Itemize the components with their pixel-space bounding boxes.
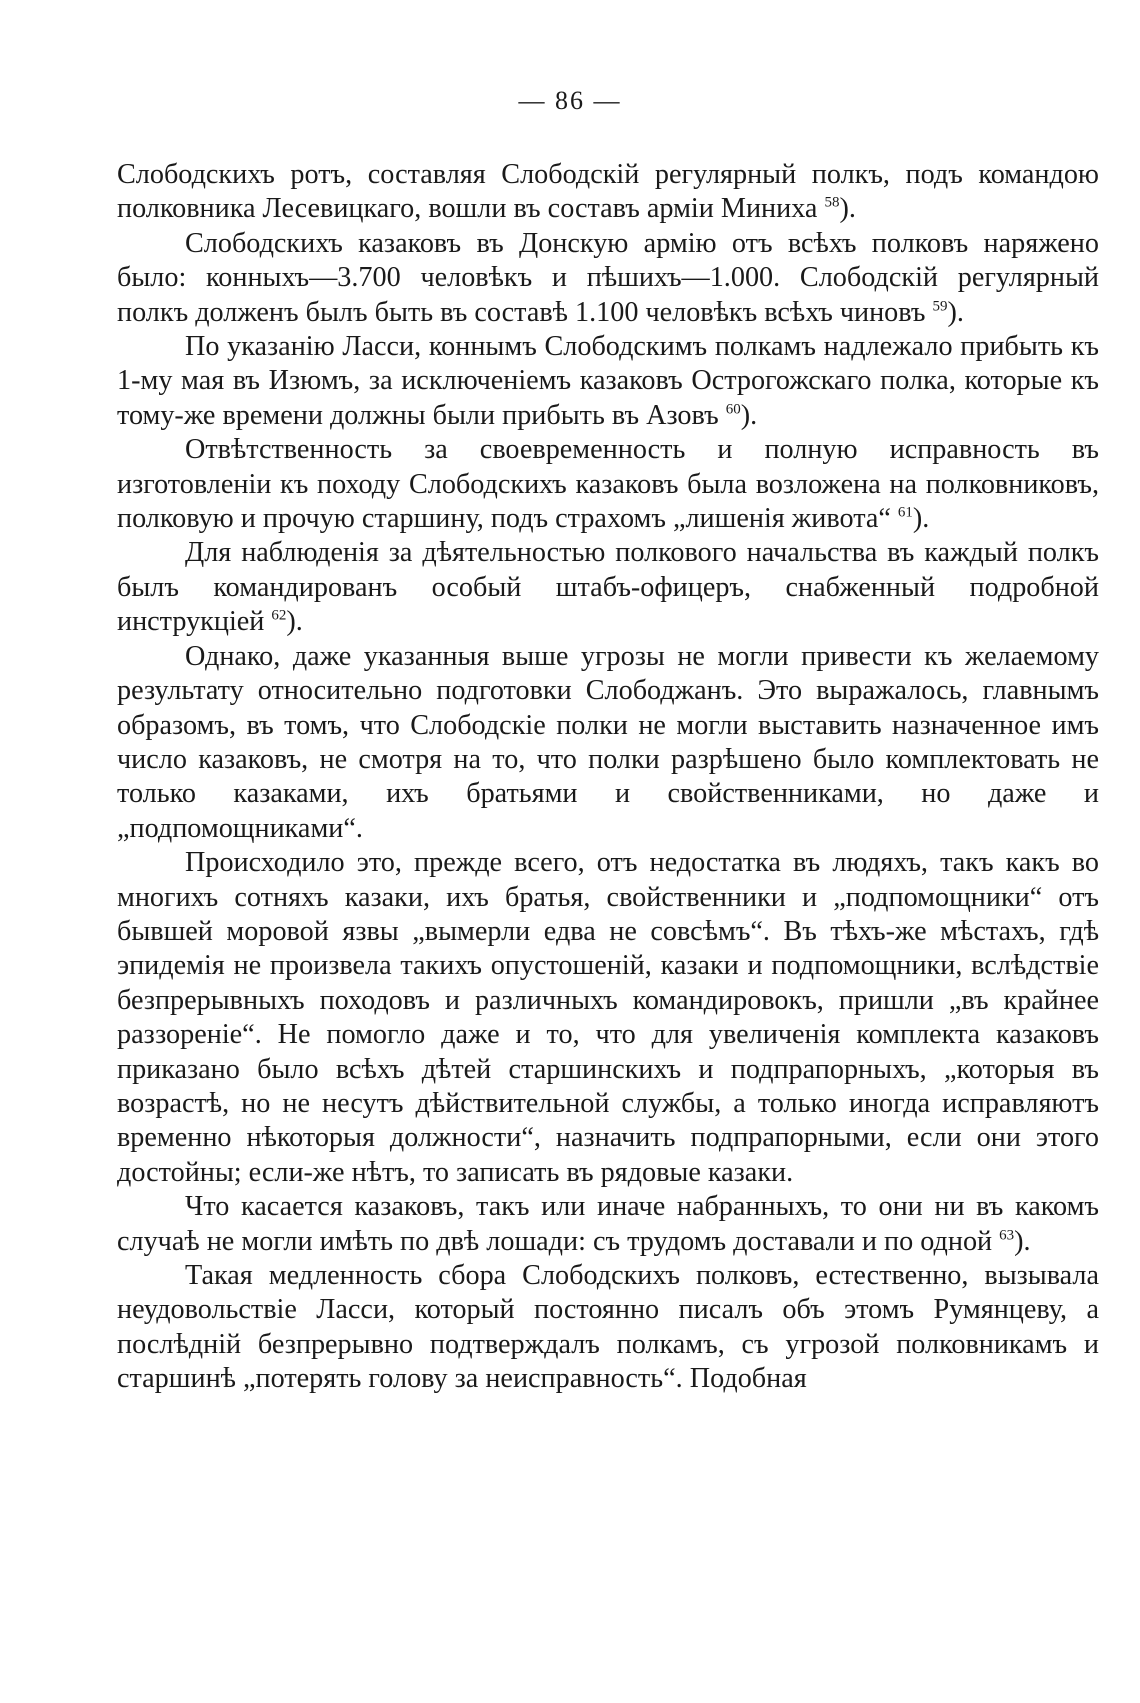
- paragraph: Что касается казаковъ, такъ или иначе набранныхъ, то они ни въ какомъ случаѣ не могли имѣть по двѣ лошади: съ трудомъ доставали и по одной $^{63}$).: [117, 1191, 1099, 1257]
- paragraph: Такая медленность сбора Слободскихъ полковъ, естественно, вызывала неудовольствіе Ласси, который постоянно писалъ объ этомъ Румянцеву, а послѣдній безпрерывно подтверждалъ полкамъ, съ угрозой полковникамъ и старшинѣ „потерять голову за неисправность“. Подобная: [117, 1260, 1099, 1395]
- paragraph: Для наблюденія за дѣятельностью полкового начальства въ каждый полкъ былъ командированъ особый штабъ-офицеръ, снабженный подробной инструкціей $^{62}$).: [117, 537, 1099, 638]
- footnote-marker: 62: [271, 607, 287, 624]
- paragraph: По указанію Ласси, коннымъ Слободскимъ полкамъ надлежало прибыть къ 1-му мая въ Изюмъ, за исключеніемъ казаковъ Острогожскаго полка, которые къ тому-же времени должны были прибыть въ Азовъ $^{60}$).: [117, 331, 1099, 431]
- footnote-marker: 60: [725, 401, 741, 418]
- paragraph: Однако, даже указанныя выше угрозы не могли привести къ желаемому результату относительно подготовки Слободжанъ. Это выражалось, главнымъ образомъ, въ томъ, что Слободскіе полки не могли выставить назначенное имъ число казаковъ, не смотря на то, что полки разрѣшено было комплектовать не только казаками, ихъ братьями и свойственниками, но даже и „подпомощниками“.: [117, 640, 1099, 844]
- paragraph: Слободскихъ казаковъ въ Донскую армію отъ всѣхъ полковъ наряжено было: конныхъ—3.700 человѣкъ и пѣшихъ—1.000. Слободскій регулярный полкъ долженъ былъ быть въ составѣ 1.100 человѣкъ всѣхъ чиновъ $^{59}$).: [117, 227, 1099, 328]
- page-body: [117, 158, 1099, 1397]
- footnote-marker: 61: [897, 504, 913, 521]
- footnote-marker: 59: [932, 298, 948, 315]
- page-number: — 86 —: [518, 86, 622, 115]
- paragraph: Происходило это, прежде всего, отъ недостатка въ людяхъ, такъ какъ во многихъ сотняхъ казаки, ихъ братья, свойственники и „подпомощники“ отъ бывшей моровой язвы „вымерли едва не совсѣмъ“. Въ тѣхъ-же мѣстахъ, гдѣ эпидемія не произвела такихъ опустошеній, казаки и подпомощники, вслѣдствіе безпрерывныхъ походовъ и различныхъ командировокъ, пришли „въ крайнее раззореніе“. Не помогло даже и то, что для увеличенія комплекта казаковъ приказано было всѣхъ дѣтей старшинскихъ и подпрапорныхъ, „которыя въ возрастѣ, но не несутъ дѣйствительной службы, а только иногда исправляютъ временно нѣкоторыя должности“, назначить подпрапорными, если они этого достойны; если-же нѣтъ, то записать въ рядовые казаки.: [117, 847, 1099, 1188]
- footnote-marker: 63: [999, 1227, 1015, 1244]
- footnote-marker: 58: [824, 195, 840, 212]
- paragraph: Слободскихъ ротъ, составляя Слободскій регулярный полкъ, подъ командою полковника Лесевицкаго, вошли въ составъ арміи Миниха $^{58}$).: [117, 159, 1099, 225]
- paragraph: Отвѣтственность за своевременность и полную исправность въ изготовленіи къ походу Слободскихъ казаковъ была возложена на полковниковъ, полковую и прочую старшину, подъ страхомъ „лишенія живота“ $^{61}$).: [117, 434, 1099, 535]
